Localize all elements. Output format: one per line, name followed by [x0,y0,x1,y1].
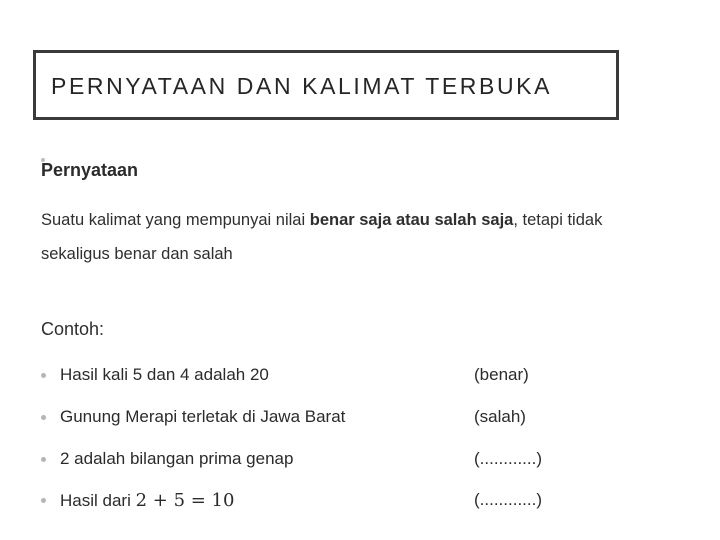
example-row [41,365,661,389]
example-text: Gunung Merapi terletak di Jawa Barat [60,407,346,426]
slide-title: PERNYATAAN DAN KALIMAT TERBUKA [51,73,553,99]
definition-part1: Suatu kalimat yang mempunyai nilai [41,211,310,229]
bullet-dot [41,457,46,462]
example-row [41,407,661,431]
definition-text [41,203,651,271]
example-text [60,490,234,511]
examples-label: Contoh: [41,319,105,339]
title-box [33,50,619,120]
math-expression: 2 + 5 = 10 [135,490,235,511]
definition-part2: , tetapi tidak sekaligus benar dan salah [41,211,603,263]
example-result: (salah) [474,407,526,426]
example-result: (benar) [474,365,529,384]
bullet-dot [41,415,46,420]
example-row [41,490,661,514]
bullet-dot [41,373,46,378]
example-text-prefix: Hasil dari [60,491,136,510]
example-text: Hasil kali 5 dan 4 adalah 20 [60,365,269,384]
example-row [41,449,661,473]
example-result: (............) [474,490,542,509]
section-heading: Pernyataan [41,160,139,180]
definition-bold: benar saja atau salah saja [309,211,514,229]
example-text: 2 adalah bilangan prima genap [60,449,294,468]
bullet-dot [41,498,46,503]
example-result: (............) [474,449,542,468]
